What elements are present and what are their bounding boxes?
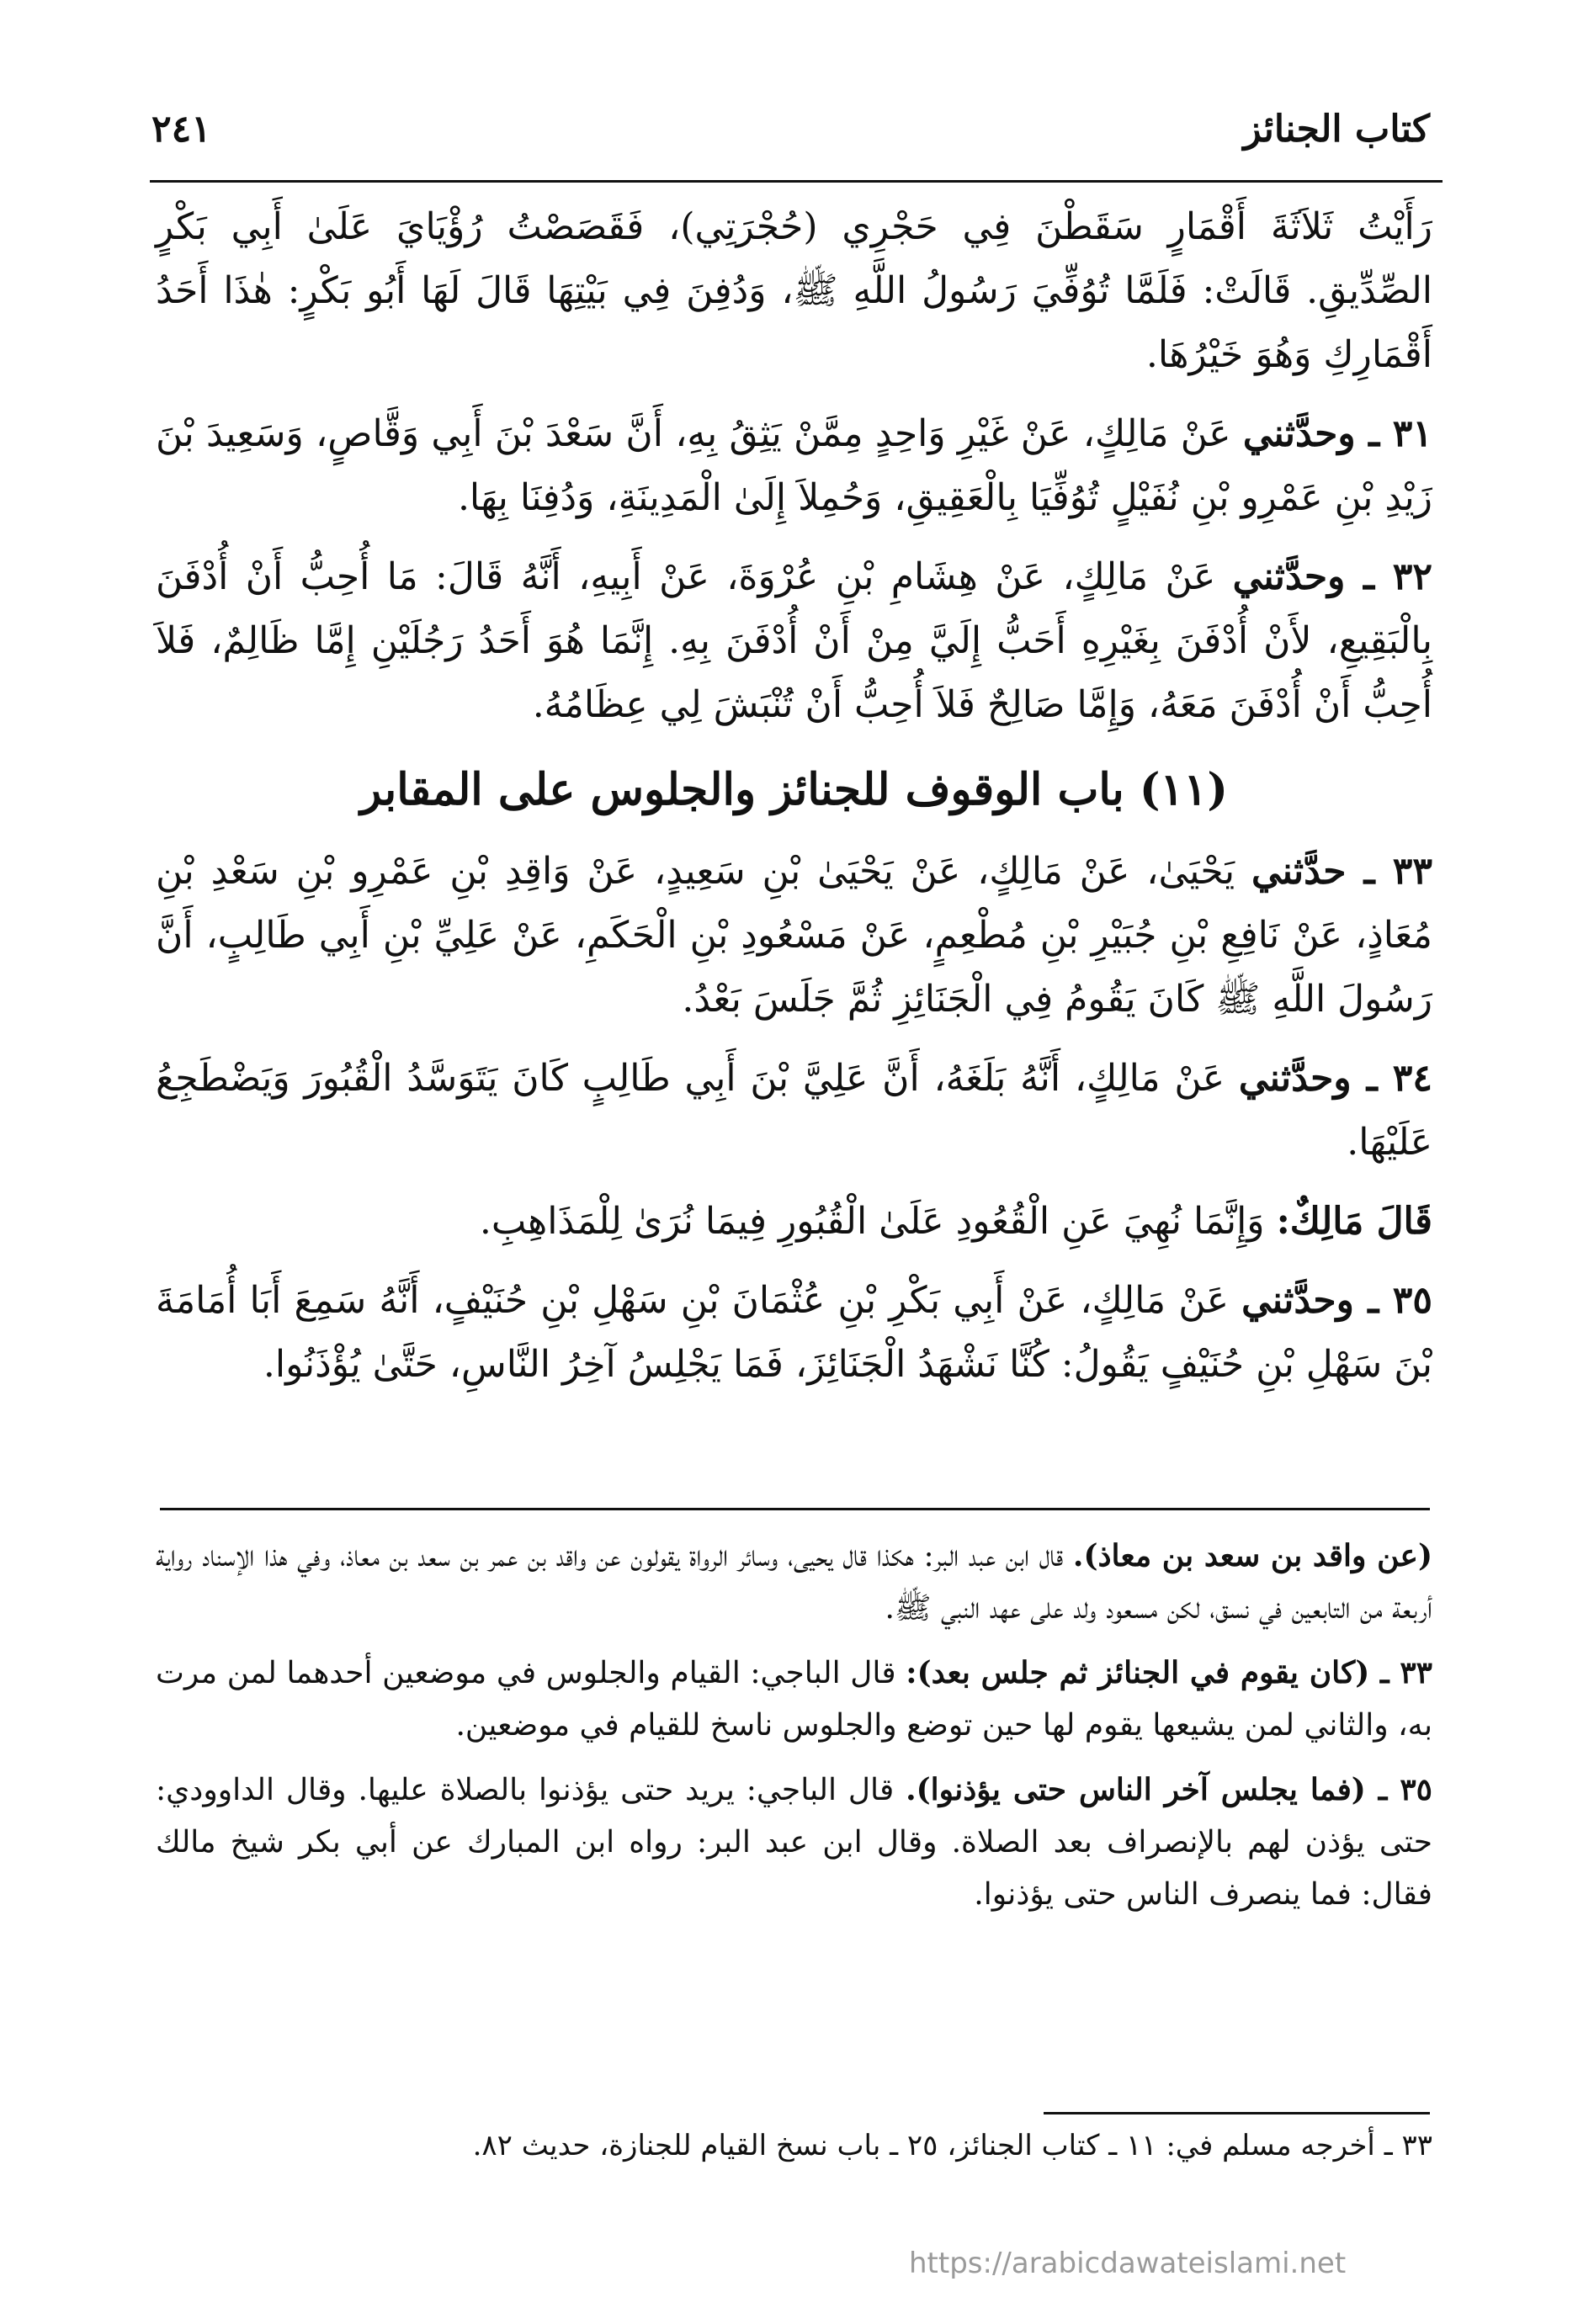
header-divider: [150, 180, 1443, 183]
paragraph-text: وَإِنَّمَا نُهِيَ عَنِ الْقُعُودِ عَلَىٰ الْقُبُورِ فِيمَا نُرَىٰ لِلْمَذَاهِبِ.: [479, 1200, 1265, 1243]
paragraph-text: عَنْ مَالِكٍ، أَنَّهُ بَلَغَهُ، أَنَّ عَلِيَّ بْنَ أَبِي طَالِبٍ كَانَ يَتَوَسَّدُ الْقُبُورَ وَيَضْطَجِعُ عَلَيْهَا.: [156, 1057, 1432, 1164]
hadith-lead: ٣٥ ـ وحدَّثني: [1241, 1279, 1432, 1322]
note-text: قال الباجي: يريد حتى يؤذنوا بالصلاة عليها. وقال الداوودي: حتى يؤذن لهم بالإنصراف بعد الصلاة. وقال ابن عبد البر: رواه ابن المبارك عن أبي بكر شيخ مالك فقال: فما ينصرف الناس حتى يؤذنوا.: [156, 1773, 1432, 1912]
comment-lead: قَالَ مَالِكٌ:: [1276, 1200, 1432, 1243]
hadith-35: [156, 1269, 1432, 1397]
note-text: قال ابن عبد البر: هكذا قال يحيى، وسائر الرواة يقولون عن واقد بن عمر بن سعد بن معاذ، وفي هذا الإسناد رواية أربعة من التابعين في نسق، لكن مسعود ولد على عهد النبي ﷺ.: [156, 1539, 1432, 1626]
reference-notes: [156, 2120, 1432, 2171]
hadith-32: [156, 545, 1432, 737]
hadith-34: [156, 1047, 1432, 1175]
hadith-33: [156, 840, 1432, 1032]
note-lead: (عن واقد بن سعد بن معاذ).: [1072, 1538, 1432, 1573]
paragraph-text: عَنْ مَالِكٍ، عَنْ غَيْرِ وَاحِدٍ مِمَّنْ يَثِقُ بِهِ، أَنَّ سَعْدَ بْنَ أَبِي وَقَّاصٍ، وَسَعِيدَ بْنَ زَيْدِ بْنِ عَمْرِو بْنِ نُفَيْلٍ تُوُفِّيَا بِالْعَقِيقِ، وَحُمِلاَ إِلَىٰ الْمَدِينَةِ، وَدُفِنَا بِهَا.: [156, 412, 1432, 519]
paragraph-text: رَأَيْتُ ثَلاَثَةَ أَقْمَارٍ سَقَطْنَ فِي حَجْرِي (حُجْرَتِي)، فَقَصَصْتُ رُؤْيَايَ عَلَىٰ أَبِي بَكْرٍ الصِّدِّيقِ. قَالَتْ: فَلَمَّا تُوُفِّيَ رَسُولُ اللَّهِ ﷺ، وَدُفِنَ فِي بَيْتِهَا قَالَ لَهَا أَبُو بَكْرٍ: هٰذَا أَحَدُ أَقْمَارِكِ وَهُوَ خَيْرُهَا.: [156, 205, 1432, 376]
page-number: ٢٤١: [151, 108, 211, 151]
footnote-divider: [160, 1508, 1430, 1510]
reference-divider: [1044, 2112, 1430, 2114]
watermark-url: https://arabicdawateislami.net: [909, 2247, 1347, 2280]
note-lead: ٣٥ ـ (فما يجلس آخر الناس حتى يؤذنوا).: [906, 1772, 1432, 1807]
note-item: [156, 1530, 1432, 1635]
hadith-lead: ٣١ ـ وحدَّثني: [1242, 412, 1432, 455]
commentary-notes: [156, 1530, 1432, 1933]
running-header-title: كتاب الجنائز: [1243, 108, 1430, 151]
hadith-31: [156, 402, 1432, 530]
section-heading: (١١) باب الوقوف للجنائز والجلوس على المقابر: [360, 764, 1228, 815]
main-text: [156, 195, 1432, 1412]
malik-comment: [156, 1190, 1432, 1254]
paragraph-continued: [156, 195, 1432, 387]
hadith-lead: ٣٣ ـ حدَّثني: [1251, 850, 1432, 893]
hadith-lead: ٣٤ ـ وحدَّثني: [1238, 1057, 1432, 1100]
note-lead: ٣٣ ـ (كان يقوم في الجنائز ثم جلس بعد):: [906, 1655, 1432, 1690]
reference-text: ٣٣ ـ أخرجه مسلم في: ١١ ـ كتاب الجنائز، ٢٥ ـ باب نسخ القيام للجنازة، حديث ٨٢.: [472, 2129, 1432, 2162]
note-item: [156, 1764, 1432, 1921]
note-item: [156, 1647, 1432, 1752]
hadith-lead: ٣٢ ـ وحدَّثني: [1232, 555, 1432, 598]
paragraph-text: عَنْ مَالِكٍ، عَنْ هِشَامِ بْنِ عُرْوَةَ، عَنْ أَبِيهِ، أَنَّهُ قَالَ: مَا أُحِبُّ أَنْ أُدْفَنَ بِالْبَقِيعِ، لأَنْ أُدْفَنَ بِغَيْرِهِ أَحَبُّ إِلَيَّ مِنْ أَنْ أُدْفَنَ بِهِ. إِنَّمَا هُوَ أَحَدُ رَجُلَيْنِ إِمَّا ظَالِمٌ، فَلاَ أُحِبُّ أَنْ أُدْفَنَ مَعَهُ، وَإِمَّا صَالِحٌ فَلاَ أُحِبُّ أَنْ تُنْبَشَ لِي عِظَامُهُ.: [156, 555, 1432, 726]
paragraph-text: يَحْيَىٰ، عَنْ مَالِكٍ، عَنْ يَحْيَىٰ بْنِ سَعِيدٍ، عَنْ وَاقِدِ بْنِ عَمْرِو بْنِ سَعْدِ بْنِ مُعَاذٍ، عَنْ نَافِعِ بْنِ جُبَيْرِ بْنِ مُطْعِمٍ، عَنْ مَسْعُودِ بْنِ الْحَكَمِ، عَنْ عَلِيِّ بْنِ أَبِي طَالِبٍ، أَنَّ رَسُولَ اللَّهِ ﷺ كَانَ يَقُومُ فِي الْجَنَائِزِ ثُمَّ جَلَسَ بَعْدُ.: [156, 850, 1432, 1021]
note-text: قال الباجي: القيام والجلوس في موضعين أحدهما لمن مرت به، والثاني لمن يشيعها يقوم لها حين توضع والجلوس ناسخ للقيام في موضعين.: [156, 1656, 1432, 1743]
paragraph-text: عَنْ مَالِكٍ، عَنْ أَبِي بَكْرِ بْنِ عُثْمَانَ بْنِ سَهْلِ بْنِ حُنَيْفٍ، أَنَّهُ سَمِعَ أَبَا أُمَامَةَ بْنَ سَهْلِ بْنِ حُنَيْفٍ يَقُولُ: كُنَّا نَشْهَدُ الْجَنَائِزَ، فَمَا يَجْلِسُ آخِرُ النَّاسِ، حَتَّىٰ يُؤْذَنُوا.: [156, 1279, 1432, 1386]
